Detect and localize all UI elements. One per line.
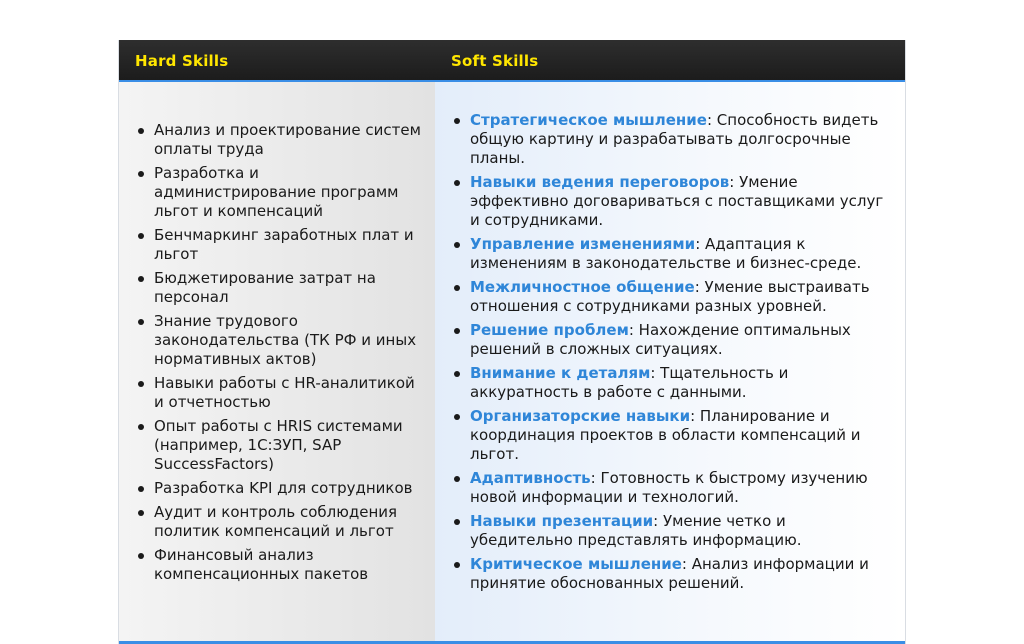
hard-skill-item: Опыт работы с HRIS системами (например, 1С:ЗУП, SAP SuccessFactors) <box>135 417 425 474</box>
soft-skill-description: : Готовность к быстрому изучению новой информации и технологий. <box>470 469 868 506</box>
hard-skill-item: Знание трудового законодательства (ТК РФ и иных нормативных актов) <box>135 312 425 369</box>
soft-skill-item <box>451 173 891 230</box>
soft-skill-description: : Адаптация к изменениям в законодательстве и бизнес-среде. <box>470 235 862 272</box>
soft-skill-description: : Способность видеть общую картину и разрабатывать долгосрочные планы. <box>470 111 879 167</box>
soft-skill-term: Организаторские навыки <box>470 407 691 425</box>
hard-skill-item: Бюджетирование затрат на персонал <box>135 269 425 307</box>
soft-skill-term: Навыки презентации <box>470 512 654 530</box>
soft-skill-item <box>451 469 891 507</box>
soft-skill-term: Критическое мышление <box>470 555 682 573</box>
soft-skill-item <box>451 235 891 273</box>
soft-skill-term: Межличностное общение <box>470 278 695 296</box>
hard-skill-item: Финансовый анализ компенсационных пакетов <box>135 546 425 584</box>
soft-skills-list <box>451 111 891 598</box>
soft-skill-item <box>451 364 891 402</box>
soft-skill-term: Адаптивность <box>470 469 591 487</box>
soft-skill-term: Решение проблем <box>470 321 629 339</box>
hard-skill-item: Разработка и администрирование программ льгот и компенсаций <box>135 164 425 221</box>
soft-skills-heading: Soft Skills <box>451 52 539 70</box>
soft-skill-description: : Тщательность и аккуратность в работе с данными. <box>470 364 789 401</box>
hard-skill-item: Аудит и контроль соблюдения политик компенсаций и льгот <box>135 503 425 541</box>
skills-table <box>118 40 906 644</box>
soft-skill-description: : Нахождение оптимальных решений в сложных ситуациях. <box>470 321 851 358</box>
soft-skill-item <box>451 278 891 316</box>
soft-skill-description: : Умение выстраивать отношения с сотрудниками разных уровней. <box>470 278 870 315</box>
soft-skill-item <box>451 555 891 593</box>
soft-skill-term: Навыки ведения переговоров <box>470 173 730 191</box>
soft-skill-description: : Планирование и координация проектов в области компенсаций и льгот. <box>470 407 861 463</box>
soft-skill-item <box>451 111 891 168</box>
hard-skill-item: Бенчмаркинг заработных плат и льгот <box>135 226 425 264</box>
soft-skill-item <box>451 407 891 464</box>
hard-skill-item: Анализ и проектирование систем оплаты труда <box>135 121 425 159</box>
soft-skill-item <box>451 321 891 359</box>
soft-skill-term: Внимание к деталям <box>470 364 651 382</box>
soft-skill-term: Управление изменениями <box>470 235 696 253</box>
hard-skills-list <box>135 121 425 589</box>
soft-skill-description: : Умение четко и убедительно представлять информацию. <box>470 512 802 549</box>
soft-skill-description: : Умение эффективно договариваться с поставщиками услуг и сотрудниками. <box>470 173 884 229</box>
table-header <box>119 40 905 82</box>
soft-skill-item <box>451 512 891 550</box>
soft-skill-description: : Анализ информации и принятие обоснованных решений. <box>470 555 869 592</box>
soft-skill-term: Стратегическое мышление <box>470 111 707 129</box>
hard-skill-item: Навыки работы с HR-аналитикой и отчетностью <box>135 374 425 412</box>
hard-skill-item: Разработка KPI для сотрудников <box>135 479 425 498</box>
hard-skills-heading: Hard Skills <box>135 52 229 70</box>
